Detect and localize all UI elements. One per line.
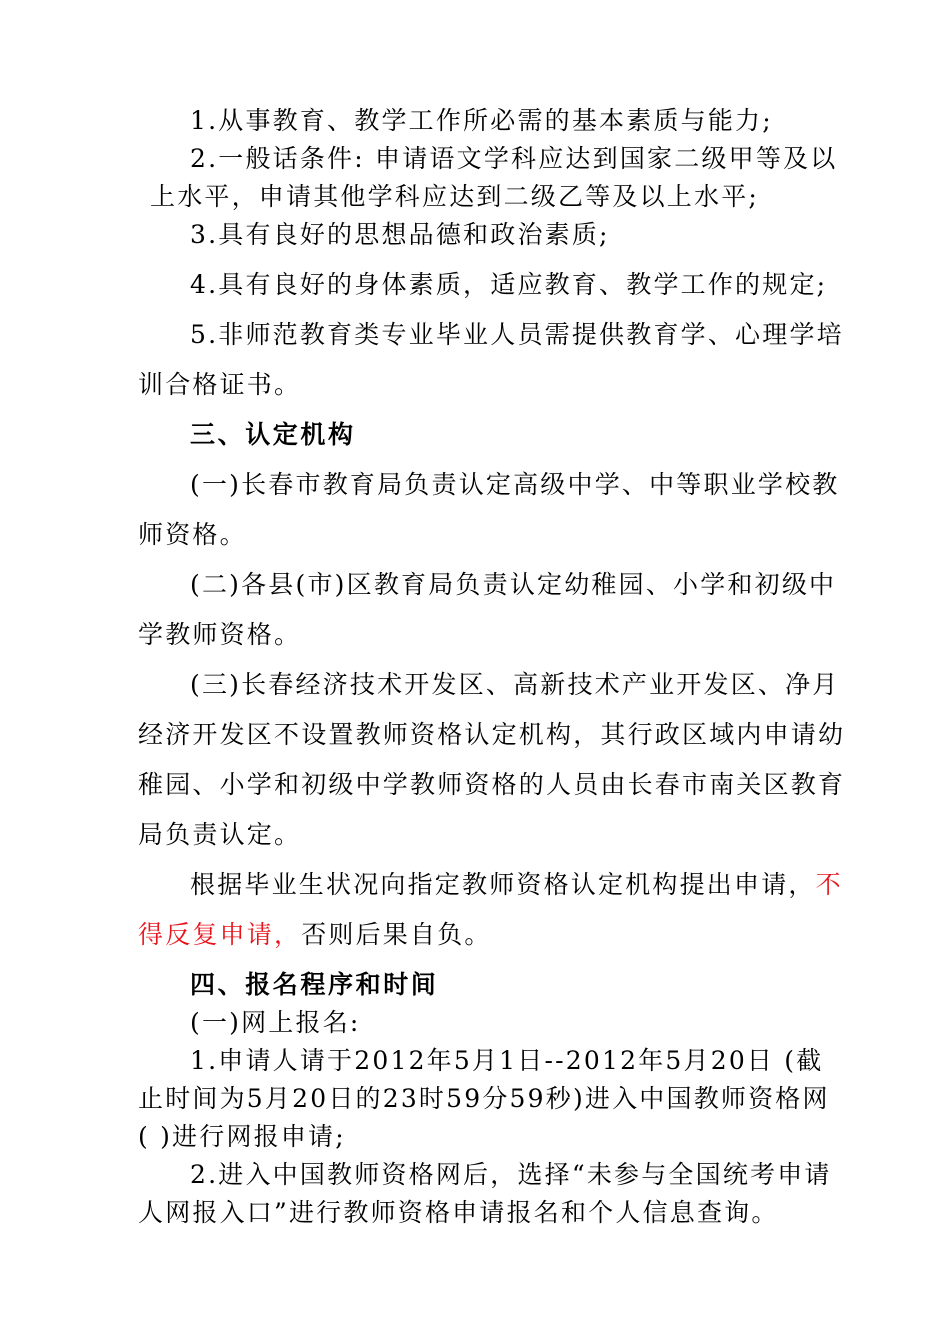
text-line: 2.进入中国教师资格网后，选择“未参与全国统考申请	[190, 1160, 832, 1189]
text-line: 上水平，申请其他学科应达到二级乙等及以上水平;	[150, 182, 760, 211]
text-line: (三)长春经济技术开发区、高新技术产业开发区、净月	[190, 670, 840, 699]
text-line: 局负责认定。	[138, 820, 302, 849]
text-line: 1.从事教育、教学工作所必需的基本素质与能力;	[190, 106, 773, 135]
text-line: 1.申请人请于2012年5月1日--2012年5月20日 (截	[190, 1046, 824, 1075]
text-line: 止时间为5月20日的23时59分59秒)进入中国教师资格网	[138, 1084, 830, 1113]
text-line: 5.非师范教育类专业毕业人员需提供教育学、心理学培	[190, 320, 844, 349]
text-line: (二)各县(市)区教育局负责认定幼稚园、小学和初级中	[190, 570, 837, 599]
text-line: 3.具有良好的思想品德和政治素质;	[190, 220, 610, 249]
section-heading: 四、报名程序和时间	[190, 970, 439, 999]
text-line: 训合格证书。	[138, 370, 302, 399]
highlighted-warning-text: 得反复申请，	[138, 920, 302, 949]
text-segment: 否则后果自负。	[301, 920, 492, 949]
text-line: 2.一般话条件: 申请语文学科应达到国家二级甲等及以	[190, 144, 838, 173]
text-line	[138, 920, 492, 950]
text-line: 稚园、小学和初级中学教师资格的人员由长春市南关区教育	[138, 770, 846, 799]
text-line: 师资格。	[138, 520, 247, 549]
text-line: 人网报入口”进行教师资格申请报名和个人信息查询。	[138, 1198, 779, 1227]
section-heading: 三、认定机构	[190, 420, 356, 449]
text-line: 4.具有良好的身体素质，适应教育、教学工作的规定;	[190, 270, 828, 299]
text-line	[190, 870, 843, 900]
text-line: (一)网上报名:	[190, 1008, 361, 1037]
highlighted-warning-text: 不	[815, 870, 843, 899]
text-line: 经济开发区不设置教师资格认定机构，其行政区域内申请幼	[138, 720, 846, 749]
text-line: (一)长春市教育局负责认定高级中学、中等职业学校教	[190, 470, 840, 499]
text-segment: 根据毕业生状况向指定教师资格认定机构提出申请，	[190, 870, 816, 899]
text-line: 学教师资格。	[138, 620, 302, 649]
text-line: ( )进行网报申请;	[138, 1122, 346, 1151]
